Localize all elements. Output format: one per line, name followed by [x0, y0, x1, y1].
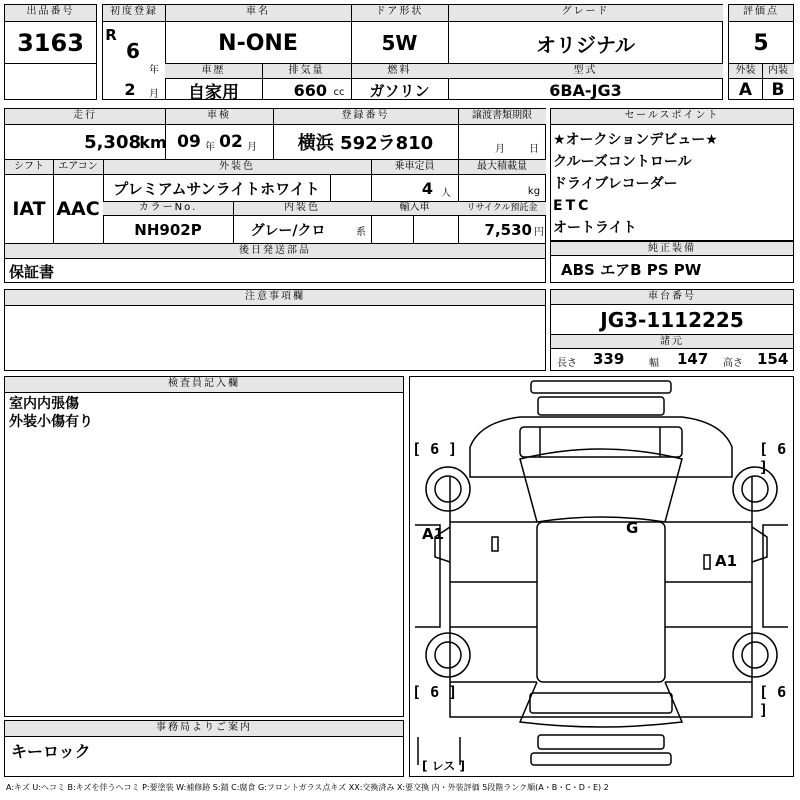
score-value: 5 [753, 30, 769, 56]
first-reg-year-unit: 年 [149, 64, 159, 76]
vehicle-header-grid [102, 4, 723, 103]
interior-value: B [771, 80, 785, 100]
int-color-unit: 系 [356, 226, 366, 238]
width-value: 147 [677, 350, 709, 368]
length-label: 長さ [557, 358, 577, 369]
first-reg-era: R [105, 26, 117, 44]
equipment-label: 純正装備 [551, 241, 793, 256]
inspection-month: 02 [219, 132, 243, 152]
rl-tire-mark: [ 6 ] [412, 683, 458, 701]
int-color-label: 内装色 [233, 202, 371, 216]
inspector-cell [4, 376, 404, 717]
registration-label: 登録番号 [273, 109, 458, 125]
details-grid [4, 108, 546, 283]
length-value: 339 [593, 350, 625, 368]
recycle-label: リサイクル預託金 [458, 202, 546, 216]
transfer-label: 譲渡書類期限 [458, 109, 546, 125]
fuel-label: 燃料 [351, 64, 448, 79]
first-reg-year: 6 [126, 39, 140, 63]
history-value: 自家用 [188, 82, 239, 103]
color-no-value: NH902P [134, 220, 202, 239]
fr-tire-mark: [ 6 ] [759, 440, 787, 476]
equipment-value: ABS エアB PS PW [561, 261, 702, 279]
ext-color-label: 外装色 [103, 160, 371, 175]
sales-point-item: ★オークションデビュー★ [553, 132, 718, 148]
sales-point-item: オートライト [553, 220, 637, 236]
width-label: 幅 [649, 358, 659, 369]
spare-value: レス [431, 759, 456, 773]
rr-tire-mark: [ 6 ] [759, 683, 787, 719]
lot-number-cell [4, 4, 97, 100]
max-load-label: 最大積載量 [458, 160, 546, 175]
first-reg-label: 初度登録 [103, 5, 165, 22]
aircon-label: エアコン [53, 160, 103, 175]
capacity-label: 乗車定員 [371, 160, 458, 175]
fl-tire-mark: [ 6 ] [412, 440, 458, 458]
grade-label: グレード [448, 5, 723, 22]
fuel-value: ガソリン [369, 81, 430, 100]
transfer-month-unit: 月 [495, 143, 505, 155]
int-color-value: グレー/クロ [250, 222, 326, 239]
door-value: 5W [381, 31, 418, 55]
chassis-value: JG3-1112225 [600, 308, 744, 332]
exterior-label: 外装 [729, 64, 762, 79]
rl-tire-value: 6 [430, 683, 440, 701]
inspection-year-unit: 年 [205, 141, 215, 153]
displacement-label: 排気量 [262, 64, 351, 79]
notes-cell [4, 289, 546, 371]
max-load-unit: kg [527, 185, 541, 197]
left-door-mark: A1 [422, 525, 445, 543]
legend-text: A:キズ U:ヘコミ B:キズを伴うヘコミ P:要塗装 W:補修跡 S:錆 C:腐食 G:フロントガラス点キズ XX:交換済み X:要交換 内・外装評価 5段階ランク順(A・B・C・D・E) 2 [6, 783, 609, 792]
right-door-mark: A1 [715, 552, 738, 570]
inspector-line: 室内内張傷 [9, 396, 79, 412]
later-parts-value: 保証書 [9, 263, 55, 281]
later-parts-label: 後日発送部品 [5, 244, 545, 259]
mileage-unit: km [139, 132, 167, 152]
lot-number-label: 出品番号 [5, 5, 96, 22]
car-outline-diagram [410, 377, 793, 776]
spare-mark: [ レス ] [422, 759, 465, 773]
displacement-value: 660 [293, 80, 327, 100]
equipment-cell [550, 241, 794, 283]
recycle-value: 7,530 [484, 220, 532, 239]
notes-label: 注意事項欄 [5, 290, 545, 306]
history-label: 車歴 [165, 64, 262, 79]
mileage-value: 5,308 [84, 131, 141, 153]
inspector-line: 外装小傷有り [9, 414, 93, 430]
damage-diagram [409, 376, 794, 777]
inspection-year: 09 [177, 132, 201, 152]
sales-points-cell [550, 108, 794, 241]
inspection-month-unit: 月 [247, 141, 257, 153]
sales-point-item: ドライブレコーダー [553, 176, 678, 192]
recycle-unit: 円 [534, 226, 544, 238]
car-name-value: N-ONE [218, 30, 298, 56]
office-value: キーロック [11, 742, 91, 761]
capacity-unit: 人 [441, 187, 451, 199]
door-label: ドア形状 [351, 5, 448, 22]
displacement-unit: cc [333, 86, 345, 98]
office-cell [4, 720, 404, 777]
windshield-mark: G [626, 519, 639, 537]
model-label: 型式 [448, 64, 723, 79]
office-label: 事務局よりご案内 [5, 721, 403, 737]
registration-value: 横浜 592ラ810 [297, 133, 434, 154]
chassis-label: 車台番号 [551, 290, 793, 305]
inspector-label: 検査員記入欄 [5, 377, 403, 393]
score-label: 評価点 [729, 5, 793, 22]
first-reg-month-unit: 月 [149, 88, 159, 100]
inspection-label: 車検 [165, 109, 273, 125]
model-value: 6BA-JG3 [549, 80, 622, 100]
transfer-day-unit: 日 [529, 143, 539, 155]
fl-tire-value: 6 [430, 440, 440, 458]
sales-points-label: セールスポイント [551, 109, 793, 125]
shift-value: IAT [12, 198, 46, 220]
first-reg-month: 2 [124, 79, 136, 99]
lot-number-value: 3163 [17, 29, 84, 57]
exterior-value: A [738, 80, 753, 100]
aircon-value: AAC [56, 198, 100, 220]
shift-label: シフト [5, 160, 53, 175]
sales-point-item: ETC [553, 198, 592, 214]
capacity-value: 4 [421, 178, 433, 198]
height-label: 高さ [723, 358, 743, 369]
mileage-label: 走行 [5, 109, 165, 125]
score-cell [728, 4, 794, 100]
chassis-cell [550, 289, 794, 371]
fr-tire-value: 6 [777, 440, 787, 458]
color-no-label: カラーNo. [103, 202, 233, 216]
ext-color-value: プレミアムサンライトホワイト [113, 179, 320, 198]
grade-value: オリジナル [536, 32, 635, 57]
dims-label: 諸元 [551, 334, 793, 349]
car-name-label: 車名 [165, 5, 351, 22]
height-value: 154 [757, 350, 789, 368]
rr-tire-value: 6 [777, 683, 787, 701]
sales-point-item: クルーズコントロール [553, 154, 692, 170]
interior-label: 内装 [762, 64, 794, 79]
import-label: 輸入車 [371, 202, 458, 216]
